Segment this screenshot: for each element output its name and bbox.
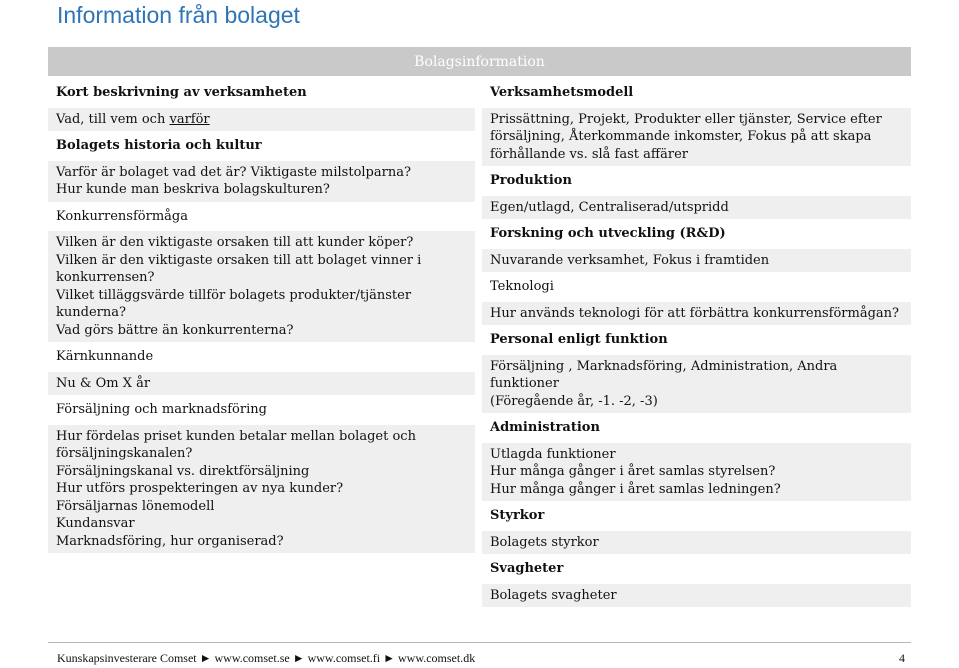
right-column (482, 81, 911, 610)
text-line: Utlagda funktioner (490, 446, 616, 462)
text-svagheter: Bolagets svagheter (482, 584, 911, 608)
heading-produktion: Produktion (490, 173, 572, 188)
heading-teknologi: Teknologi (490, 279, 554, 294)
text-line: Marknadsföring, hur organiserad? (56, 533, 284, 549)
text-line: (Föregående år, -1. -2, -3) (490, 393, 658, 409)
text-line: Vilket tilläggsvärde tillför bolagets produkter/tjänster kunderna? (56, 287, 412, 320)
page-title: Information från bolaget (57, 2, 300, 28)
text-line: Försäljarnas lönemodell (56, 498, 215, 514)
text-line: Kundansvar (56, 516, 135, 531)
footer-divider (48, 642, 911, 643)
varfor-link[interactable]: varför (169, 111, 210, 127)
heading-forskning: Forskning och utveckling (R&D) (490, 226, 726, 241)
heading-historia: Bolagets historia och kultur (56, 138, 262, 153)
text-line: Vad görs bättre än konkurrenterna? (56, 322, 294, 338)
text-verksamhetsmodell (482, 108, 911, 167)
text-line: Vilken är den viktigaste orsaken till att bolaget vinner i (56, 252, 422, 268)
text-line: konkurrensen? (56, 270, 155, 285)
text-vad-till-vem (48, 108, 475, 132)
text-line: Hur utförs prospekteringen av nya kunder? (56, 481, 344, 496)
text-administration (482, 443, 911, 502)
text-line: försäljning, Återkommande inkomster, Fokus på att skapa (490, 129, 872, 144)
text-produktion: Egen/utlagd, Centraliserad/utspridd (482, 196, 911, 220)
heading-svagheter: Svagheter (490, 561, 564, 576)
heading-administration: Administration (490, 420, 600, 435)
text-line: Hur många gånger i året samlas ledningen? (490, 481, 781, 497)
text-line: Prissättning, Projekt, Produkter eller tjänster, Service efter (490, 111, 882, 127)
text-line: Varför är bolaget vad det är? Viktigaste milstolparna? (56, 164, 411, 180)
left-column (48, 81, 475, 556)
text-line: Vilken är den viktigaste orsaken till att kunder köper? (56, 235, 414, 250)
heading-verksamhetsmodell: Verksamhetsmodell (490, 85, 634, 100)
text-line: försäljningskanalen? (56, 446, 193, 461)
text-nu-om: Nu & Om X år (48, 372, 475, 396)
text-forsaljning (48, 425, 475, 554)
text-line: förhållande vs. slå fast affärer (490, 146, 689, 162)
text-line: Försäljning , Marknadsföring, Administration, Andra funktioner (490, 358, 838, 391)
heading-styrkor: Styrkor (490, 508, 545, 523)
heading-forsaljning: Försäljning och marknadsföring (56, 402, 267, 417)
text-konkurrensformaga (48, 231, 475, 342)
text-personal (482, 355, 911, 414)
section-banner: Bolagsinformation (48, 47, 911, 76)
text-styrkor: Bolagets styrkor (482, 531, 911, 555)
footer-text: Kunskapsinvesterare Comset ► www.comset.se ► www.comset.fi ► www.comset.dk (57, 651, 476, 665)
text-line: Hur fördelas priset kunden betalar mellan bolaget och (56, 428, 416, 444)
page-number: 4 (899, 651, 905, 665)
text-line: Hur många gånger i året samlas styrelsen? (490, 464, 776, 479)
text-part: Vad, till vem och (56, 111, 170, 127)
text-forskning: Nuvarande verksamhet, Fokus i framtiden (482, 249, 911, 273)
heading-kort-beskrivning: Kort beskrivning av verksamheten (56, 85, 307, 100)
text-historia (48, 161, 475, 202)
heading-personal: Personal enligt funktion (490, 332, 668, 347)
text-teknologi: Hur används teknologi för att förbättra konkurrensförmågan? (482, 302, 911, 326)
heading-konkurrensformaga: Konkurrensförmåga (56, 208, 188, 224)
heading-karnkunnande: Kärnkunnande (56, 349, 154, 364)
text-line: Hur kunde man beskriva bolagskulturen? (56, 182, 330, 197)
text-line: Försäljningskanal vs. direktförsäljning (56, 463, 310, 479)
